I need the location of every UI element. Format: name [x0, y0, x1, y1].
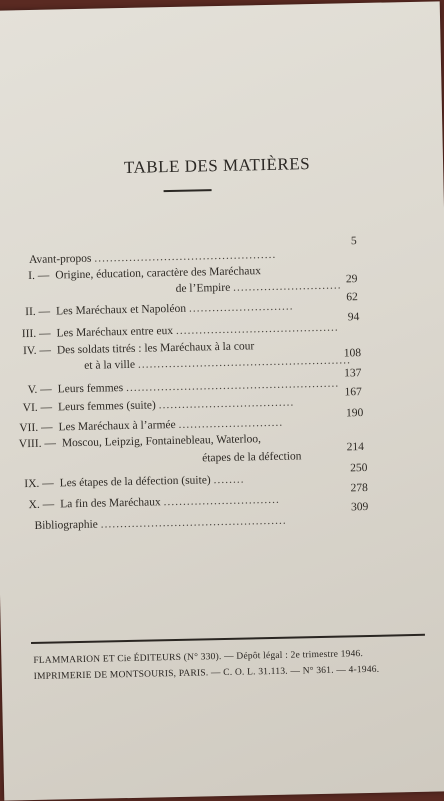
toc-entry — [20, 474, 245, 491]
page-title: TABLE DES MATIÈRES — [123, 154, 311, 177]
toc-page-number: 137 — [344, 367, 362, 380]
toc-entry-text: Origine, éducation, caractère des Maréchaux — [55, 265, 262, 282]
toc-entry — [29, 249, 277, 266]
toc-page-number: 278 — [350, 481, 368, 495]
leader-dots: ........ — [213, 473, 245, 487]
toc-entry — [17, 340, 255, 357]
toc-entry-text-2: étapes de la défection — [202, 450, 302, 465]
toc-page-number: 94 — [347, 311, 360, 324]
toc-entry — [18, 417, 283, 435]
toc-entry-text-2: et à la ville — [84, 358, 136, 372]
toc-entry-text: Leurs femmes (suite) — [57, 399, 156, 414]
toc-page-number: 29 — [345, 273, 358, 286]
toc-entry-text: Des soldats titrés : les Maréchaux à la cour — [56, 340, 255, 357]
toc-entry-text: Les Maréchaux et Napoléon — [55, 302, 187, 318]
leader-dots: ............................ — [232, 279, 342, 294]
toc-page-number: 214 — [346, 441, 365, 454]
leader-dots: ............................................... — [94, 248, 277, 265]
toc-chapter-number: II. — — [25, 305, 51, 319]
toc-entry — [15, 265, 261, 282]
toc-entry-continuation — [176, 279, 342, 294]
leader-dots: ........................... — [178, 416, 284, 431]
toc-entry-continuation — [84, 354, 351, 372]
toc-chapter-number: V. — — [27, 383, 52, 397]
toc-entry-text: Avant-propos — [28, 252, 92, 267]
toc-page-number: 309 — [350, 500, 369, 514]
toc-entry-text: La fin des Maréchaux — [60, 496, 161, 511]
leader-dots: ................................... — [158, 396, 295, 412]
toc-chapter-number: IX. — — [24, 477, 54, 491]
toc-entry-text: Les Maréchaux entre eux — [56, 325, 174, 340]
toc-chapter-number: IV. — — [22, 344, 52, 358]
toc-entry-text: Les Maréchaux à l’armée — [58, 418, 176, 434]
toc-entry — [18, 378, 340, 397]
leader-dots: .......................................... — [175, 321, 339, 337]
toc-page-number: 190 — [345, 407, 364, 420]
toc-entry — [18, 396, 294, 414]
toc-entry — [20, 494, 280, 511]
toc-chapter-number: III. — — [21, 327, 51, 341]
leader-dots: .............................. — [163, 493, 280, 509]
toc-entry — [34, 515, 286, 532]
leader-dots: ....................................................... — [137, 354, 352, 371]
book-page — [0, 1, 444, 800]
toc-page-number: 5 — [350, 235, 357, 248]
toc-page-number: 167 — [344, 386, 362, 399]
toc-chapter-number: VI. — — [22, 401, 53, 415]
leader-dots: ................................................ — [100, 514, 287, 531]
imprint-line-2: IMPRIMERIE DE MONTSOURIS, PARIS. — C. O. L. 31.113. — N° 361. — 4-1946. — [33, 664, 380, 683]
imprint-line-1: FLAMMARION ET Cie ÉDITEURS (N° 330). — Dépôt légal : 2e trimestre 1946. — [33, 649, 364, 667]
toc-chapter-number: VII. — — [19, 421, 53, 435]
toc-chapter-number: VIII. — — [18, 437, 57, 451]
toc-entry-text: Leurs femmes — [57, 382, 124, 396]
toc-chapter-number: X. — — [28, 498, 55, 512]
toc-entry-text: Les étapes de la défection (suite) — [59, 474, 211, 490]
toc-entry-text: Moscou, Leipzig, Fontainebleau, Waterloo, — [61, 433, 262, 450]
toc-chapter-number: I. — — [28, 269, 50, 283]
toc-entry-continuation — [202, 450, 302, 464]
toc-entry — [16, 322, 338, 341]
toc-page-number: 62 — [346, 291, 358, 304]
toc-entry — [19, 433, 261, 450]
toc-entry — [16, 300, 294, 318]
toc-entry-text-2: de l’Empire — [175, 281, 231, 295]
toc-entry-text: Bibliographie — [34, 518, 98, 532]
toc-page-number: 250 — [350, 461, 368, 475]
leader-dots: ........................... — [188, 300, 294, 315]
toc-page-number: 108 — [343, 347, 362, 360]
leader-dots: ....................................................... — [125, 377, 340, 395]
